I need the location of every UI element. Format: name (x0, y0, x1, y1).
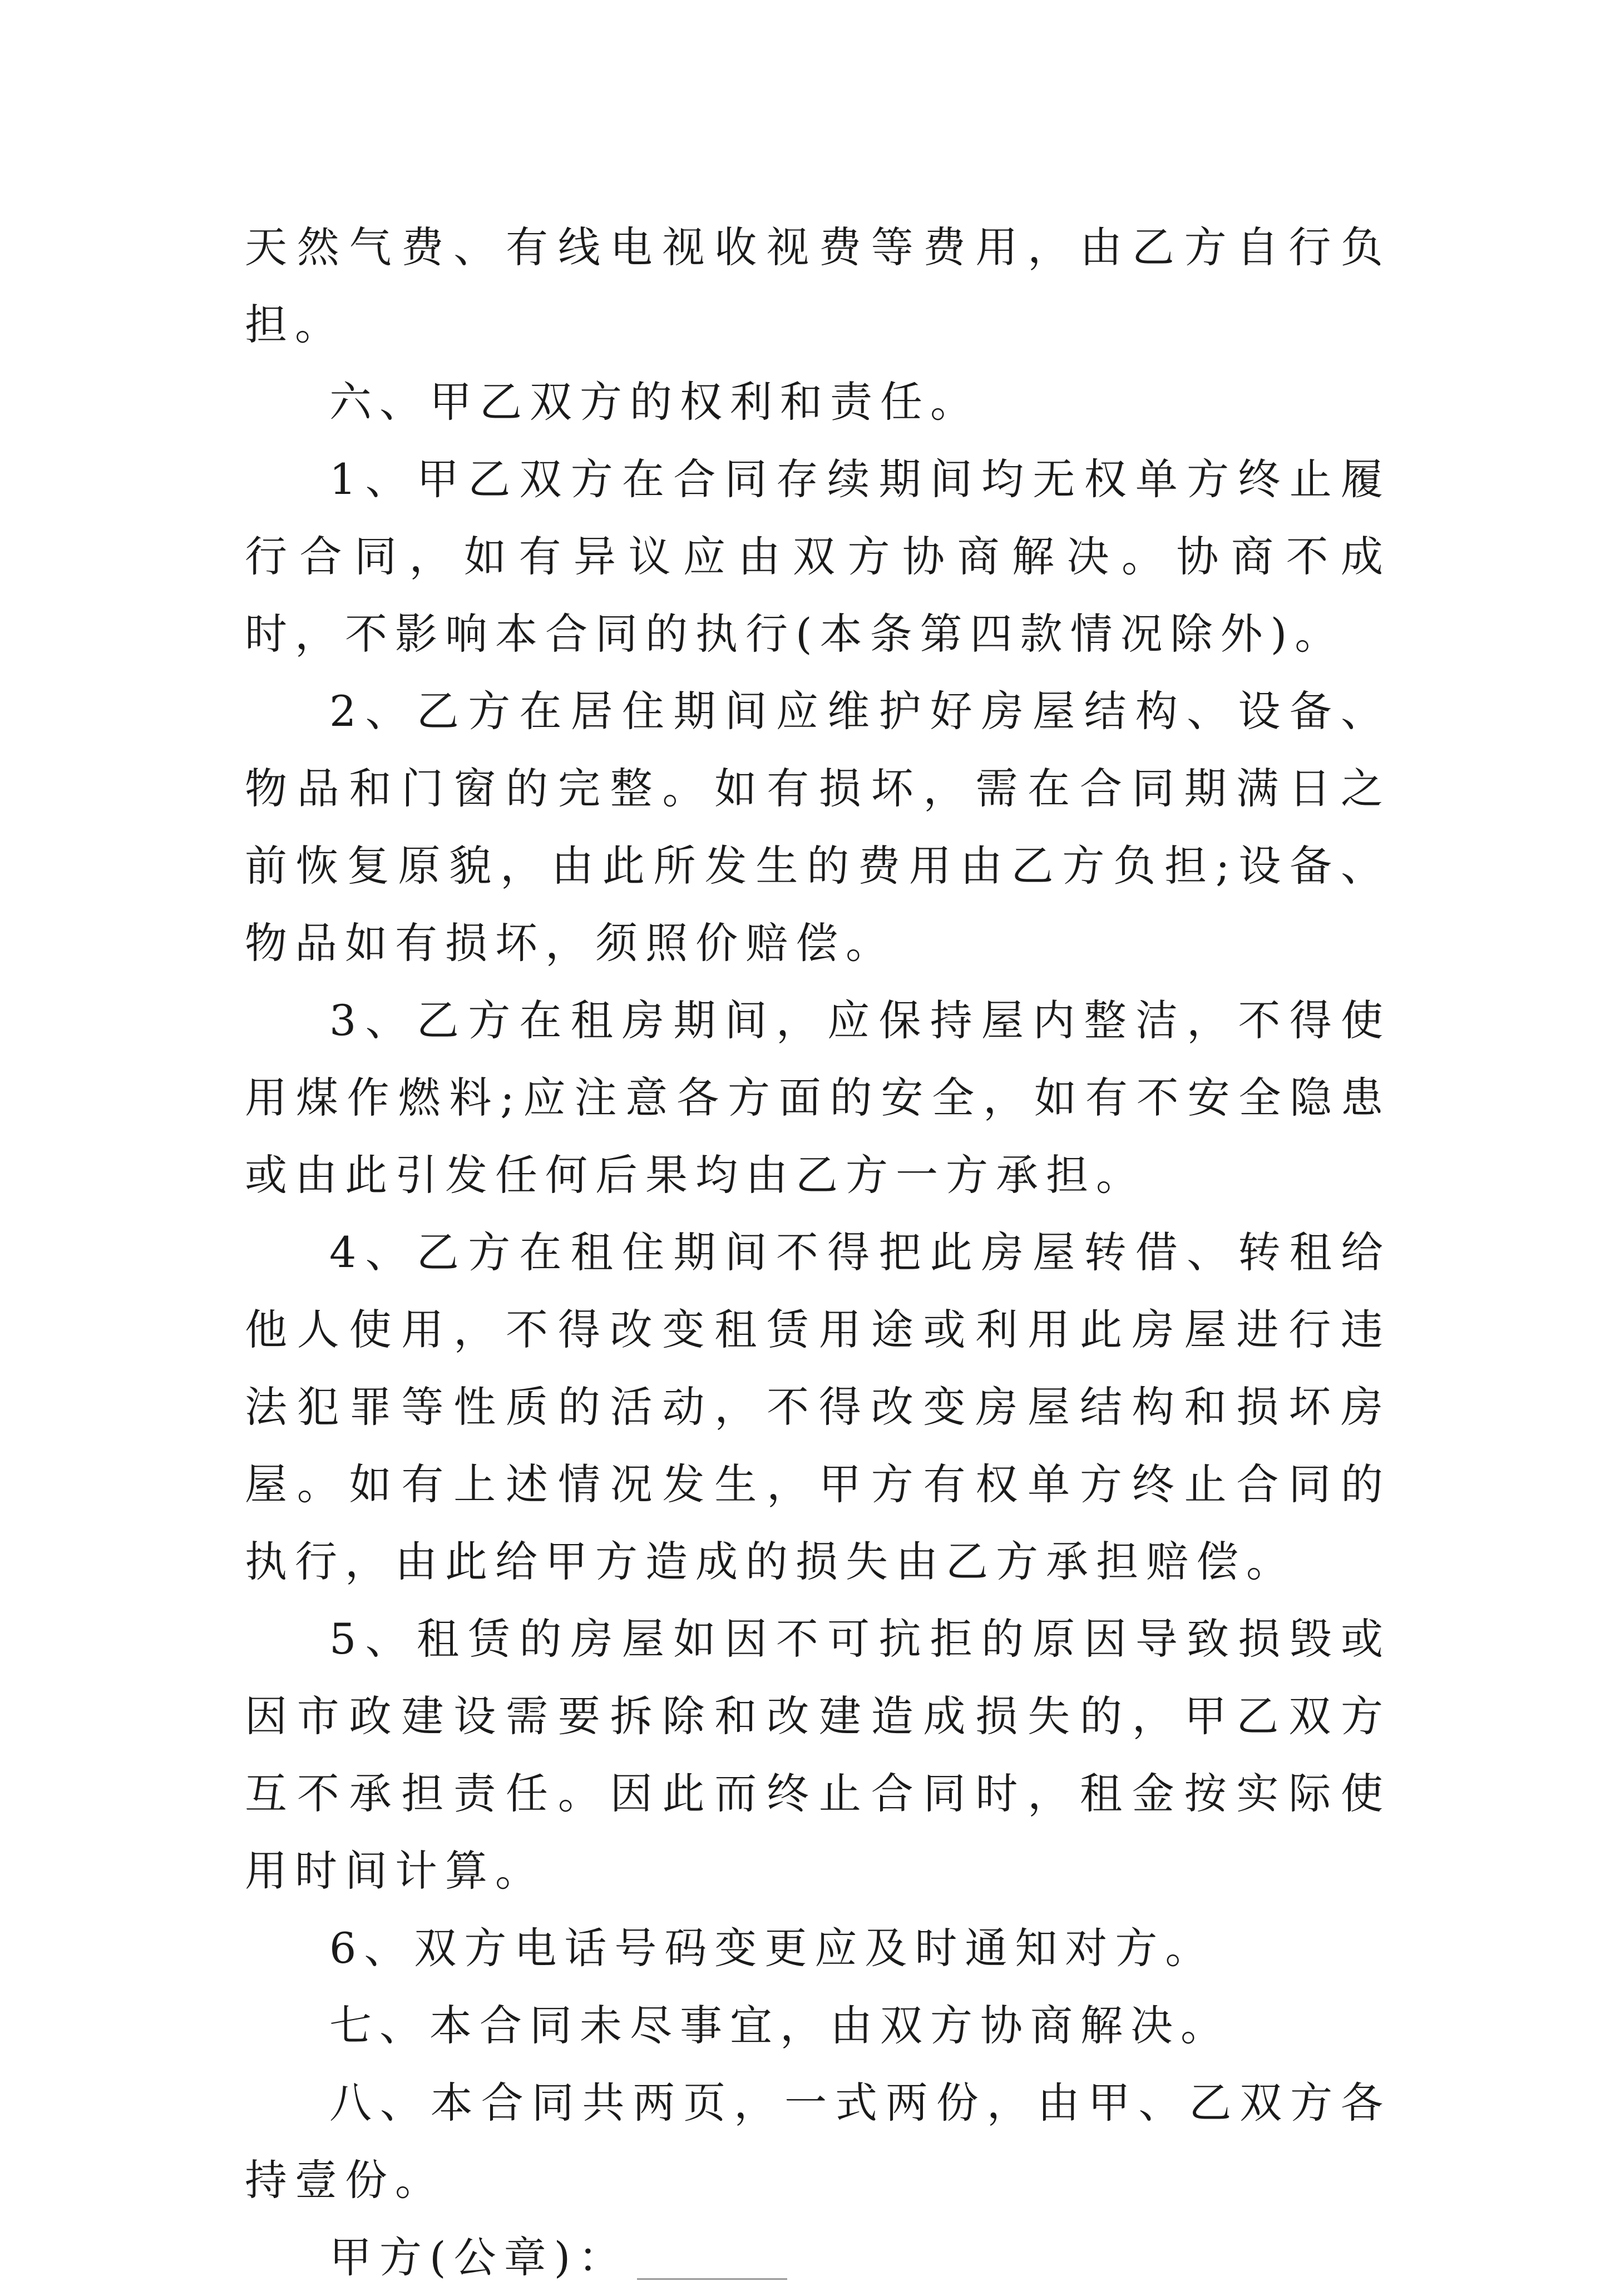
clause-4: 4、乙方在租住期间不得把此房屋转借、转租给他人使用，不得改变租赁用途或利用此房屋进行违法犯罪等性质的活动，不得改变房屋结构和损坏房屋。如有上述情况发生，甲方有权单方终止合同的执行，由此给甲方造成的损失由乙方承担赔偿。 (245, 1228, 1391, 1586)
clause-5: 5、租赁的房屋如因不可抗拒的原因导致损毁或因市政建设需要拆除和改建造成损失的，甲乙双方互不承担责任。因此而终止合同时，租金按实际使用时间计算。 (245, 1614, 1391, 1896)
contract-body (245, 209, 1391, 2296)
clause-6: 6、双方电话号码变更应及时通知对方。 (329, 1923, 1216, 1973)
signature-label: 甲方(公章)： (329, 2233, 629, 2282)
section-seven: 七、本合同未尽事宜，由双方协商解决。 (329, 2001, 1231, 2050)
signature-line-party-a (245, 2219, 1391, 2296)
section-eight: 八、本合同共两页，一式两份，由甲、乙双方各持壹份。 (245, 2078, 1391, 2205)
clause-1: 1、甲乙双方在合同存续期间均无权单方终止履行合同，如有异议应由双方协商解决。协商不成时，不影响本合同的执行(本条第四款情况除外)。 (245, 454, 1391, 659)
section-heading-rights: 六、甲乙双方的权利和责任。 (329, 377, 980, 427)
clause-2: 2、乙方在居住期间应维护好房屋结构、设备、物品和门窗的完整。如有损坏，需在合同期满日之前恢复原貌，由此所发生的费用由乙方负担;设备、物品如有损坏，须照价赔偿。 (245, 686, 1391, 968)
paragraph-utilities: 天然气费、有线电视收视费等费用，由乙方自行负担。 (245, 222, 1391, 349)
signature-blank (637, 2243, 787, 2280)
clause-3: 3、乙方在租房期间，应保持屋内整洁，不得使用煤作燃料;应注意各方面的安全，如有不安全隐患或由此引发任何后果均由乙方一方承担。 (245, 996, 1391, 1200)
